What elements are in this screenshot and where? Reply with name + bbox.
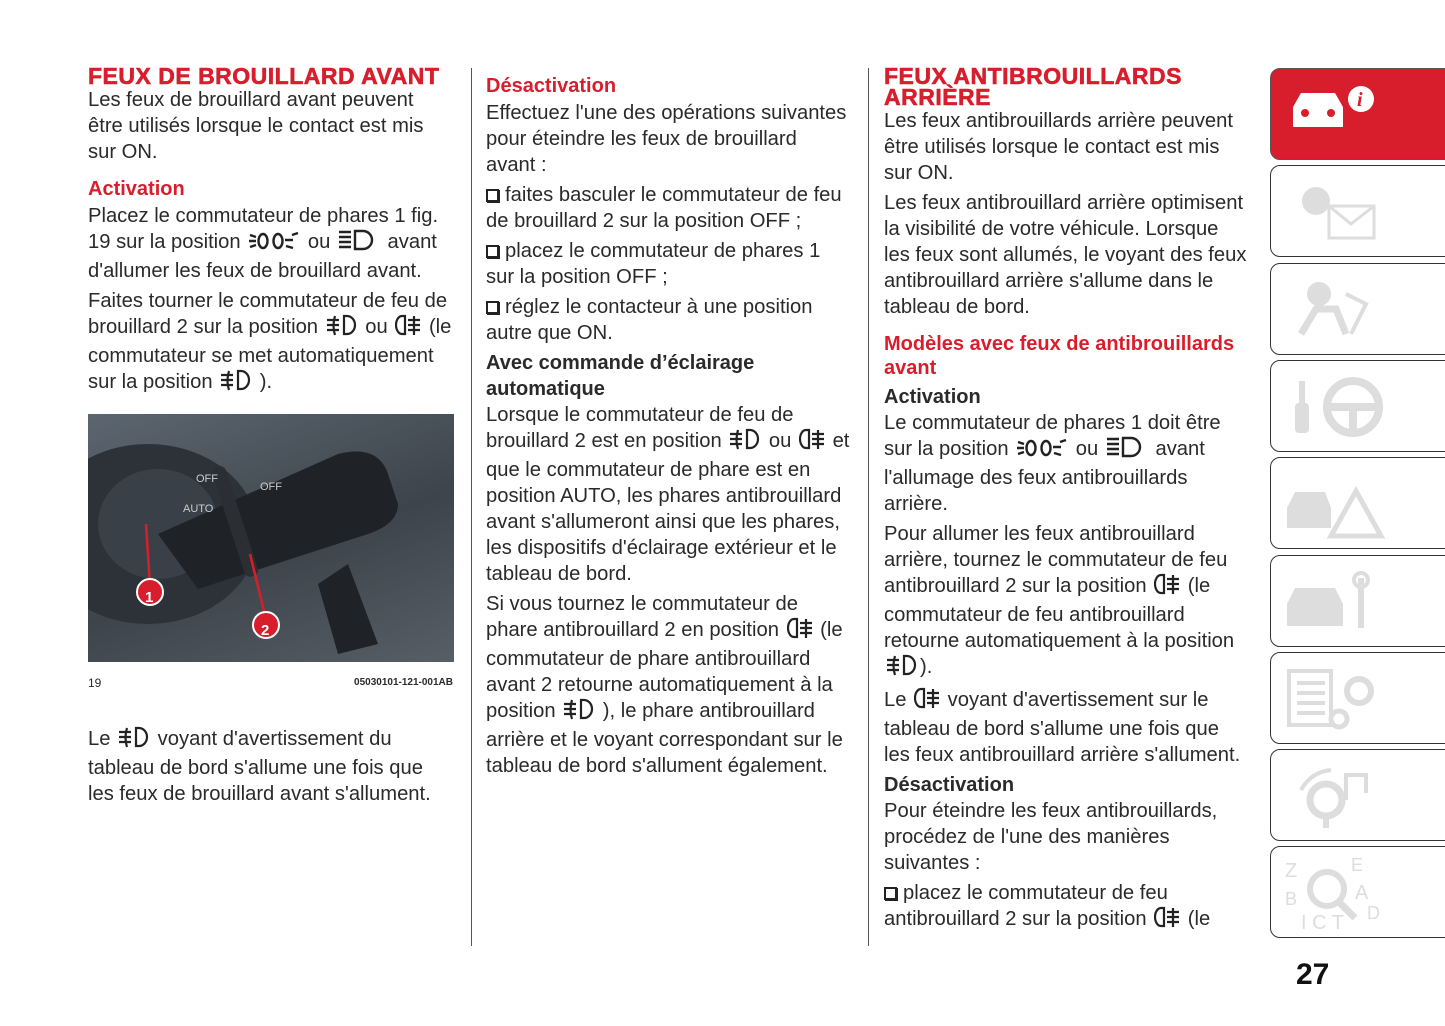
front-fog-icon [729, 428, 761, 457]
text-segment: ). [920, 656, 933, 678]
text-segment: avant l'allumage des feux antibrouillards arrière. [884, 438, 1205, 515]
page-number: 27 [1296, 958, 1330, 991]
text-segment: Les feux antibrouillards arrière peuvent être utilisés lorsque le contact est mis sur ON. [884, 110, 1233, 184]
text-segment: ou [763, 430, 797, 452]
paragraph [88, 726, 453, 807]
parking-lights-icon [248, 231, 300, 258]
figure-label: AUTO [183, 503, 214, 515]
text-segment: Les feux de brouillard avant peuvent être utilisés lorsque le contact est mis sur ON. [88, 89, 424, 163]
lights-messages-icon [1271, 243, 1401, 260]
column-divider [868, 68, 869, 946]
figure-label: 2 [261, 622, 270, 639]
bullet-item [486, 294, 851, 346]
text-segment: faites basculer le commutateur de feu de brouillard 2 sur la position OFF ; [486, 184, 842, 232]
checkbox-bullet-icon [486, 189, 499, 202]
svg-text:B: B [1285, 889, 1298, 910]
parking-lights-icon [1016, 438, 1068, 465]
figure-label: OFF [260, 481, 282, 493]
text-segment: et que le commutateur de phare est en position AUTO, les phares antibrouillard avant s'allumeront ainsi que les phares, les dispositifs d'éclairage extérieur et le tableau de bord. [486, 430, 850, 585]
text-segment: Le [88, 728, 117, 750]
bullet-item [486, 238, 851, 290]
figure-label: OFF [196, 473, 218, 485]
section-title: FEUX ANTIBROUILLARDS ARRIÈRE [884, 63, 1182, 110]
figure-caption [88, 670, 453, 696]
low-beam-icon [1106, 436, 1148, 465]
technical-data-icon [1271, 730, 1401, 747]
text-segment: Les feux antibrouillard arrière optimisent la visibilité de votre véhicule. Lorsque les feux sont allumés, le voyant des feux antibrouillard arrière s'allume dans le tableau de bord. [884, 192, 1247, 318]
svg-text:i: i [1357, 89, 1363, 111]
chapter-tab[interactable] [1270, 457, 1445, 549]
subheading: Désactivation [884, 774, 1015, 796]
text-segment: voyant d'avertissement du tableau de bord s'allume une fois que les feux de brouillard avant s'allument. [88, 728, 431, 805]
chapter-tab[interactable] [1270, 263, 1445, 355]
text-segment: voyant d'avertissement sur le tableau de bord s'allume une fois que les feux antibrouillard arrière s'allument. [884, 689, 1241, 766]
svg-text:Z: Z [1285, 860, 1298, 883]
svg-text:D: D [1367, 903, 1380, 924]
paragraph [486, 402, 851, 587]
text-segment: Si vous tournez le commutateur de phare antibrouillard 2 en position [486, 593, 798, 641]
chapter-tab[interactable] [1270, 652, 1445, 744]
text-segment: réglez le contacteur à une position autre que ON. [486, 296, 813, 344]
paragraph [88, 203, 453, 284]
figure-label: 1 [145, 589, 154, 606]
paragraph [884, 190, 1249, 320]
subheading: Modèles avec feux de antibrouillards avant [884, 333, 1235, 379]
subheading: Activation [88, 178, 185, 200]
chapter-tab[interactable] [1270, 555, 1445, 647]
text-segment: placez le commutateur de phares 1 sur la position OFF ; [486, 240, 821, 288]
subheading: Avec commande d’éclairage automatique [486, 352, 755, 400]
paragraph [884, 521, 1249, 683]
text-segment: ), le phare antibrouillard arrière et le voyant correspondant sur le tableau de bord s'allument également. [486, 700, 843, 777]
text-segment: (le [1182, 908, 1211, 930]
svg-text:I C T: I C T [1301, 912, 1344, 935]
text-segment: Le [884, 689, 913, 711]
safety-airbag-icon [1271, 341, 1401, 358]
rear-fog-icon [787, 617, 813, 646]
chapter-tab[interactable] [1270, 360, 1445, 452]
key-steering-wheel-icon [1271, 438, 1401, 455]
column-1 [88, 62, 453, 811]
front-fog-icon [118, 726, 150, 755]
text-segment: ). [254, 371, 273, 393]
text-segment: Faites tourner le commutateur de feu de brouillard 2 sur la position [88, 290, 448, 338]
text-segment: avant d'allumer les feux de brouillard avant. [88, 231, 437, 282]
checkbox-bullet-icon [486, 245, 499, 258]
text-segment: Le commutateur de phares 1 doit être sur la position [884, 412, 1221, 460]
paragraph [884, 687, 1249, 768]
paragraph [884, 410, 1249, 517]
chapter-tab[interactable] [1270, 846, 1445, 938]
paragraph [88, 288, 453, 398]
rear-fog-icon [395, 314, 421, 343]
checkbox-bullet-icon [884, 887, 897, 900]
low-beam-icon [338, 229, 380, 258]
text-segment: (le commutateur de phare antibrouillard avant 2 retourne automatiquement à la position [486, 619, 843, 722]
text-segment: Placez le commutateur de phares 1 fig. 19 sur la position [88, 205, 439, 253]
svg-text:A: A [1355, 882, 1369, 905]
text-segment: (le commutateur de feu antibrouillard retourne automatiquement à la position [884, 575, 1235, 652]
chapter-tab[interactable] [1270, 68, 1445, 160]
figure-code: 05030101-121-001AB [354, 677, 453, 688]
bullet-item [884, 880, 1249, 935]
paragraph [486, 100, 851, 178]
paragraph [486, 591, 851, 779]
svg-text:E: E [1351, 855, 1364, 876]
paragraph [88, 87, 453, 165]
rear-fog-icon [799, 428, 825, 457]
paragraph [884, 798, 1249, 876]
front-fog-icon [220, 369, 252, 398]
front-fog-icon [326, 314, 358, 343]
column-divider [471, 68, 472, 946]
column-3 [884, 62, 1249, 939]
index-icon [1271, 855, 1401, 941]
multimedia-icon [1271, 827, 1401, 844]
text-segment: Effectuez l'une des opérations suivantes pour éteindre les feux de brouillard avant : [486, 102, 847, 176]
chapter-tab[interactable] [1270, 749, 1445, 841]
text-segment: Pour allumer les feux antibrouillard arrière, tournez le commutateur de feu antibrouillard 2 sur la position [884, 523, 1228, 597]
checkbox-bullet-icon [486, 301, 499, 314]
text-segment: ou [359, 316, 394, 338]
car-info-icon [1271, 89, 1401, 163]
chapter-tab[interactable] [1270, 165, 1445, 257]
rear-fog-icon [1154, 906, 1180, 935]
subheading: Activation [884, 386, 981, 408]
text-segment: Pour éteindre les feux antibrouillards, procédez de l'une des manières suivantes : [884, 800, 1218, 874]
bullet-item [486, 182, 851, 234]
text-segment: ou [1070, 438, 1104, 460]
text-segment: (le commutateur se met automatiquement sur la position [88, 316, 452, 393]
car-maintenance-icon [1271, 633, 1401, 650]
text-segment: Lorsque le commutateur de feu de brouillard 2 est en position [486, 404, 794, 452]
text-segment: ou [302, 231, 336, 253]
section-title: FEUX DE BROUILLARD AVANT [88, 63, 440, 89]
front-fog-icon [886, 654, 918, 683]
rear-fog-icon [1154, 573, 1180, 602]
figure-photo [88, 414, 454, 662]
paragraph [884, 108, 1249, 186]
rear-fog-icon [914, 687, 940, 716]
column-2 [486, 62, 851, 783]
figure-number: 19 [88, 676, 102, 690]
front-fog-icon [563, 698, 595, 727]
car-breakdown-warning-icon [1271, 535, 1401, 552]
subheading: Désactivation [486, 75, 617, 97]
text-segment: placez le commutateur de feu antibrouillard 2 sur la position [884, 882, 1168, 930]
